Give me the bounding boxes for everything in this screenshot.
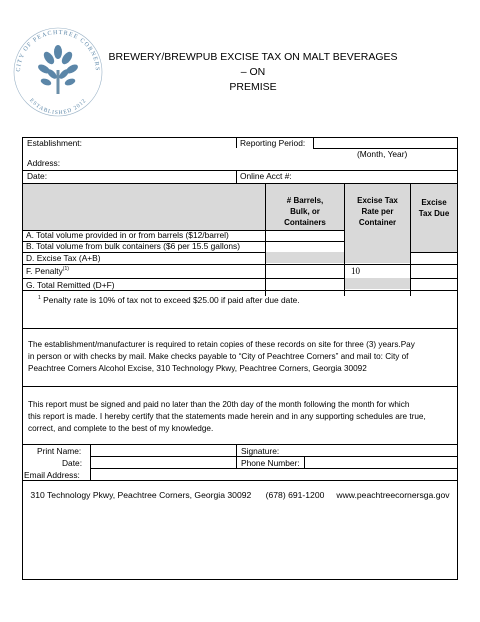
table-row <box>23 252 457 263</box>
online-acct-field[interactable] <box>299 170 455 182</box>
row-g-due-field[interactable] <box>411 278 457 289</box>
sig-date-field[interactable] <box>91 457 235 468</box>
form-title-line1: BREWERY/BREWPUB EXCISE TAX ON MALT BEVERAGES – ON <box>108 51 398 78</box>
address-label: Address: <box>27 158 61 168</box>
establishment-row <box>23 138 457 157</box>
row-b-rate-cell <box>345 241 410 252</box>
retention-notice: The establishment/manufacturer is required to retain copies of these records on site for three (3) years.Pay in person or with checks by mail. Make checks payable to “City of Peachtree Corners” and mail to: City of Peachtree Corners Alcohol Excise, 310 Technology Pkwy, Peachtree Corners, Georgia 30092 <box>28 340 415 373</box>
signature-block <box>23 445 457 481</box>
row-d-rate-cell <box>345 252 410 263</box>
col-rate-header: Excise Tax Rate per Container <box>357 196 398 227</box>
footer-website[interactable]: www.peachtreecornersga.gov <box>336 490 450 500</box>
row-a-label: A. Total volume provided in or from barrels ($12/barrel) <box>26 230 229 240</box>
table-row <box>23 230 457 241</box>
form-title-line2: PREMISE <box>229 81 277 93</box>
row-a-rate-cell <box>345 230 410 241</box>
col-due-header: Excise Tax Due <box>418 198 450 218</box>
footer-phone: (678) 691-1200 <box>265 490 325 500</box>
city-seal <box>8 22 108 122</box>
address-field[interactable] <box>61 157 455 169</box>
seal-established-text: ESTABLISHED 2012 <box>28 97 88 117</box>
reporting-period-field[interactable] <box>315 138 455 148</box>
signature-label: Signature: <box>241 446 280 456</box>
reporting-period-label: Reporting Period: <box>240 138 306 148</box>
sig-date-label: Date: <box>62 458 83 468</box>
penalty-footnote-marker: (1) <box>62 266 69 273</box>
row-a-barrels-field[interactable] <box>266 230 344 241</box>
penalty-footnote: $^1$ Penalty rate is 10% of tax not to exceed $25.00 if paid after due date. <box>38 295 300 305</box>
email-label: Email Address: <box>24 470 80 480</box>
row-a-due-cell <box>411 230 457 241</box>
row-d-label: D. Excise Tax (A+B) <box>26 253 101 263</box>
table-row <box>23 264 457 278</box>
phone-label: Phone Number: <box>241 458 300 468</box>
signature-field[interactable] <box>282 445 457 456</box>
phone-field[interactable] <box>306 457 456 468</box>
page-footer <box>0 490 480 500</box>
footer-address: 310 Technology Pkwy, Peachtree Corners, Georgia 30092 <box>30 490 252 500</box>
svg-text:ESTABLISHED 2012 <box>28 98 88 116</box>
date-field[interactable] <box>53 170 233 182</box>
row-f-due-field[interactable] <box>411 264 457 278</box>
tree-icon <box>37 45 80 94</box>
penalty-rate-value: 10 <box>351 266 360 276</box>
row-g-barrels-field[interactable] <box>266 278 344 289</box>
row-b-due-cell <box>411 241 457 252</box>
col-barrels-header: # Barrels, Bulk, or Containers <box>284 196 326 227</box>
table-row <box>23 278 457 289</box>
city-seal-icon <box>8 22 108 122</box>
print-name-label: Print Name: <box>37 446 82 456</box>
row-g-label: G. Total Remitted (D+F) <box>26 280 115 290</box>
row-d-barrels-cell <box>266 252 344 263</box>
row-d-due-field[interactable] <box>411 252 457 263</box>
row-f-label: F. Penalty$^{(1)}$ <box>26 266 69 276</box>
establishment-label: Establishment: <box>27 138 82 148</box>
row-b-barrels-field[interactable] <box>266 241 344 252</box>
establishment-field[interactable] <box>89 138 234 148</box>
seal-ring-text: CITY OF PEACHTREE CORNERS <box>15 29 101 72</box>
month-year-hint: (Month, Year) <box>357 149 408 159</box>
certification-statement: This report must be signed and paid no later than the 20th day of the month following the month for which this report is made. I hereby certify that the statements made herein and in any supporting schedules are true, correct, and complete to the best of my knowledge. <box>28 400 426 433</box>
print-name-field[interactable] <box>91 445 235 456</box>
row-b-label: B. Total volume from bulk containers ($6 per 15.5 gallons) <box>26 241 240 251</box>
email-field[interactable] <box>91 469 455 480</box>
online-acct-label: Online Acct #: <box>240 171 292 181</box>
form-title <box>108 50 398 95</box>
row-f-barrels-field[interactable] <box>266 264 344 278</box>
address-row <box>23 157 457 170</box>
row-g-rate-cell <box>345 278 410 289</box>
date-label: Date: <box>27 171 48 181</box>
date-row <box>23 170 457 183</box>
table-row <box>23 241 457 252</box>
